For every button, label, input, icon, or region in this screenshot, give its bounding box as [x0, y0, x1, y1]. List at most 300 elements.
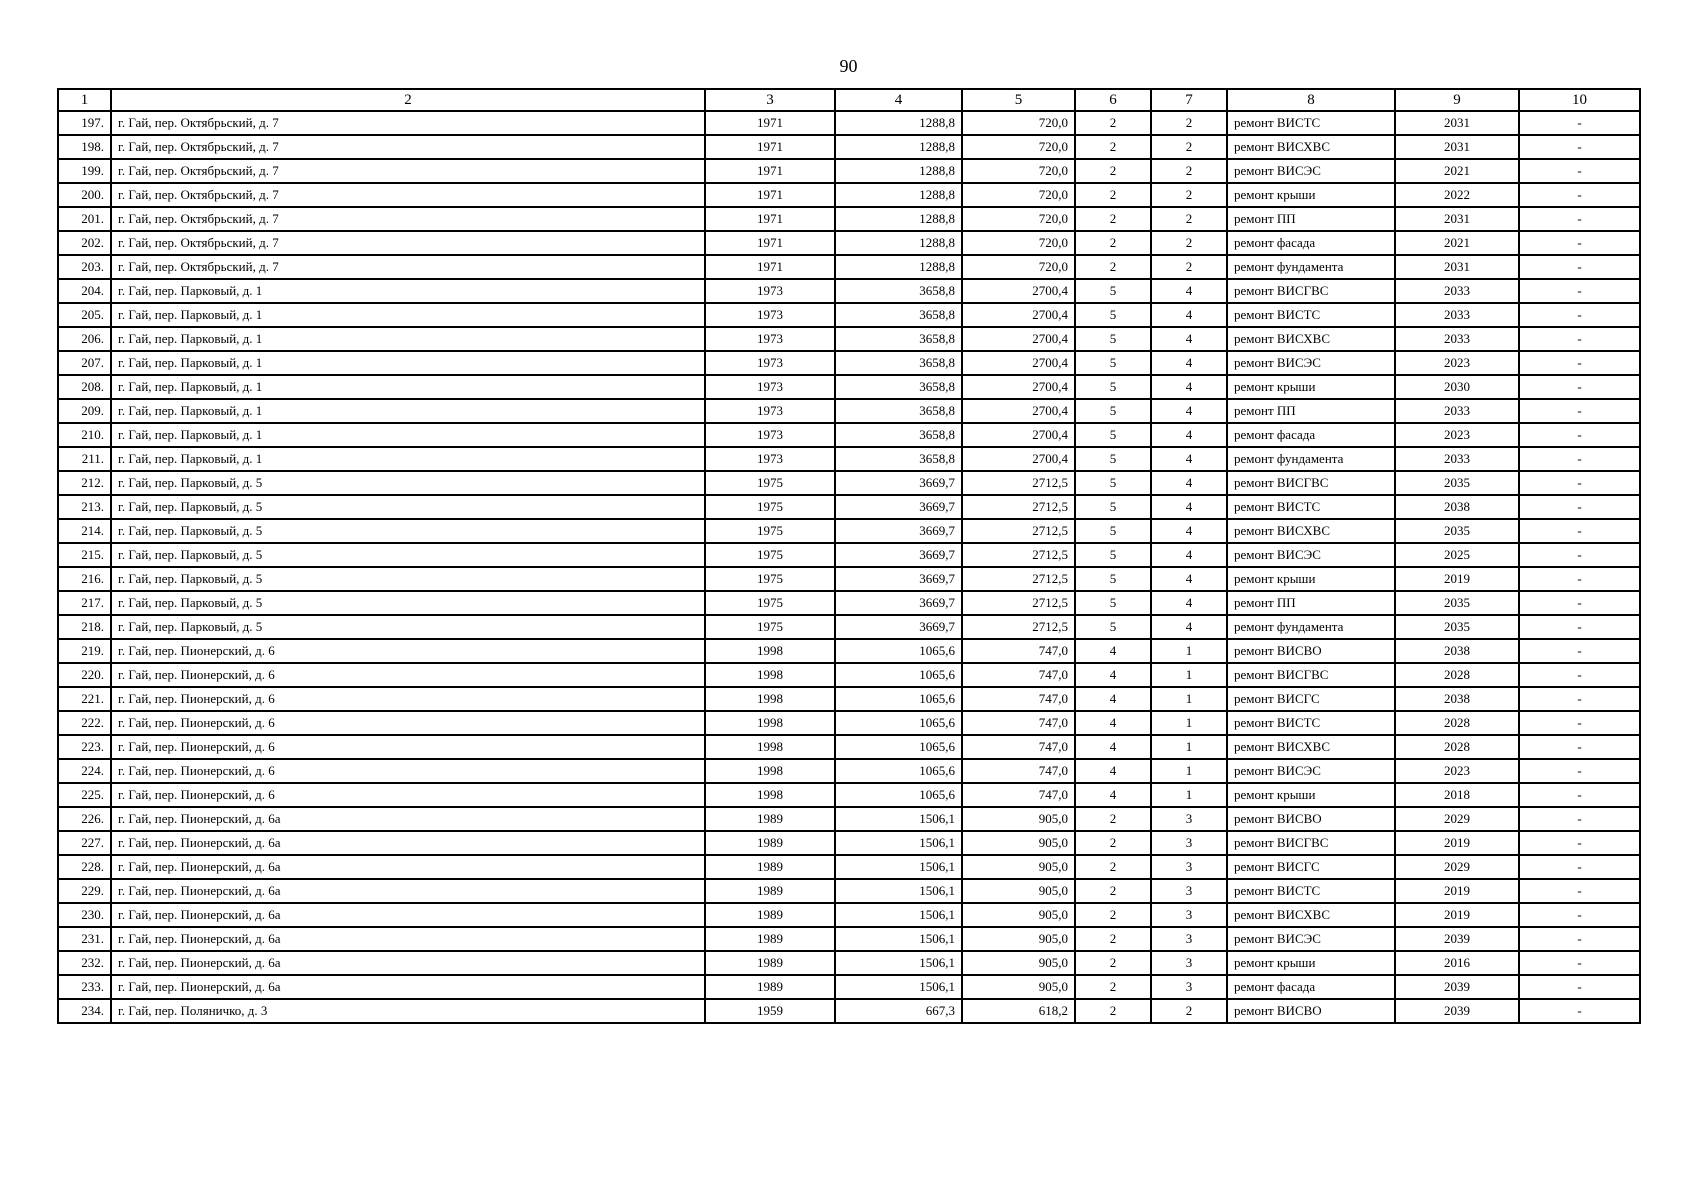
work-type-cell: ремонт ВИСТС [1227, 879, 1395, 903]
address-cell: г. Гай, пер. Поляничко, д. 3 [111, 999, 705, 1023]
address-cell: г. Гай, пер. Пионерский, д. 6а [111, 879, 705, 903]
entrances-cell: 4 [1151, 447, 1227, 471]
year-built-cell: 1998 [705, 663, 835, 687]
floors-cell: 5 [1075, 471, 1151, 495]
floors-cell: 2 [1075, 183, 1151, 207]
note-cell: - [1519, 879, 1640, 903]
address-cell: г. Гай, пер. Октябрьский, д. 7 [111, 111, 705, 135]
floors-cell: 5 [1075, 543, 1151, 567]
note-cell: - [1519, 183, 1640, 207]
floors-cell: 5 [1075, 279, 1151, 303]
work-type-cell: ремонт фасада [1227, 231, 1395, 255]
work-type-cell: ремонт ВИСХВС [1227, 903, 1395, 927]
table-row [58, 855, 1640, 879]
note-cell: - [1519, 903, 1640, 927]
year-built-cell: 1973 [705, 375, 835, 399]
table-row [58, 615, 1640, 639]
table-row [58, 927, 1640, 951]
total-area-cell: 3669,7 [835, 615, 962, 639]
row-number-cell: 214. [58, 519, 111, 543]
planned-year-cell: 2019 [1395, 879, 1519, 903]
planned-year-cell: 2021 [1395, 231, 1519, 255]
work-type-cell: ремонт ВИСГВС [1227, 663, 1395, 687]
total-area-cell: 1506,1 [835, 951, 962, 975]
planned-year-cell: 2033 [1395, 279, 1519, 303]
row-number-cell: 228. [58, 855, 111, 879]
floors-cell: 2 [1075, 831, 1151, 855]
floors-cell: 2 [1075, 975, 1151, 999]
year-built-cell: 1975 [705, 495, 835, 519]
planned-year-cell: 2033 [1395, 327, 1519, 351]
total-area-cell: 3658,8 [835, 423, 962, 447]
planned-year-cell: 2033 [1395, 303, 1519, 327]
total-area-cell: 1065,6 [835, 663, 962, 687]
row-number-cell: 217. [58, 591, 111, 615]
address-cell: г. Гай, пер. Парковый, д. 1 [111, 327, 705, 351]
table-row [58, 447, 1640, 471]
residential-area-cell: 905,0 [962, 855, 1075, 879]
column-number-row [58, 89, 1640, 111]
planned-year-cell: 2039 [1395, 927, 1519, 951]
row-number-cell: 231. [58, 927, 111, 951]
entrances-cell: 4 [1151, 591, 1227, 615]
address-cell: г. Гай, пер. Пионерский, д. 6а [111, 855, 705, 879]
floors-cell: 2 [1075, 111, 1151, 135]
column-header: 7 [1151, 89, 1227, 111]
row-number-cell: 199. [58, 159, 111, 183]
floors-cell: 5 [1075, 567, 1151, 591]
work-type-cell: ремонт крыши [1227, 375, 1395, 399]
column-header: 2 [111, 89, 705, 111]
total-area-cell: 667,3 [835, 999, 962, 1023]
table-row [58, 111, 1640, 135]
entrances-cell: 4 [1151, 471, 1227, 495]
residential-area-cell: 2700,4 [962, 279, 1075, 303]
note-cell: - [1519, 567, 1640, 591]
planned-year-cell: 2028 [1395, 735, 1519, 759]
residential-area-cell: 905,0 [962, 903, 1075, 927]
address-cell: г. Гай, пер. Пионерский, д. 6а [111, 951, 705, 975]
total-area-cell: 3658,8 [835, 447, 962, 471]
row-number-cell: 204. [58, 279, 111, 303]
work-type-cell: ремонт ВИСЭС [1227, 759, 1395, 783]
entrances-cell: 4 [1151, 399, 1227, 423]
note-cell: - [1519, 519, 1640, 543]
address-cell: г. Гай, пер. Октябрьский, д. 7 [111, 159, 705, 183]
entrances-cell: 3 [1151, 903, 1227, 927]
table-row [58, 663, 1640, 687]
table-row [58, 591, 1640, 615]
work-type-cell: ремонт ВИСТС [1227, 111, 1395, 135]
planned-year-cell: 2031 [1395, 207, 1519, 231]
residential-area-cell: 905,0 [962, 831, 1075, 855]
note-cell: - [1519, 663, 1640, 687]
work-type-cell: ремонт крыши [1227, 567, 1395, 591]
residential-area-cell: 905,0 [962, 951, 1075, 975]
table-row [58, 999, 1640, 1023]
year-built-cell: 1973 [705, 327, 835, 351]
planned-year-cell: 2035 [1395, 615, 1519, 639]
work-type-cell: ремонт ПП [1227, 591, 1395, 615]
column-header: 5 [962, 89, 1075, 111]
entrances-cell: 4 [1151, 519, 1227, 543]
total-area-cell: 1065,6 [835, 687, 962, 711]
table-row [58, 879, 1640, 903]
floors-cell: 2 [1075, 255, 1151, 279]
row-number-cell: 219. [58, 639, 111, 663]
address-cell: г. Гай, пер. Октябрьский, д. 7 [111, 207, 705, 231]
residential-area-cell: 747,0 [962, 663, 1075, 687]
year-built-cell: 1973 [705, 303, 835, 327]
repair-schedule-table [57, 88, 1641, 1024]
work-type-cell: ремонт крыши [1227, 183, 1395, 207]
note-cell: - [1519, 783, 1640, 807]
address-cell: г. Гай, пер. Парковый, д. 5 [111, 471, 705, 495]
floors-cell: 5 [1075, 327, 1151, 351]
floors-cell: 4 [1075, 663, 1151, 687]
residential-area-cell: 905,0 [962, 975, 1075, 999]
floors-cell: 5 [1075, 495, 1151, 519]
residential-area-cell: 905,0 [962, 879, 1075, 903]
work-type-cell: ремонт ВИСГВС [1227, 279, 1395, 303]
work-type-cell: ремонт ПП [1227, 399, 1395, 423]
row-number-cell: 223. [58, 735, 111, 759]
year-built-cell: 1998 [705, 711, 835, 735]
year-built-cell: 1971 [705, 255, 835, 279]
work-type-cell: ремонт ВИСТС [1227, 303, 1395, 327]
floors-cell: 5 [1075, 615, 1151, 639]
column-header: 10 [1519, 89, 1640, 111]
note-cell: - [1519, 615, 1640, 639]
residential-area-cell: 905,0 [962, 807, 1075, 831]
residential-area-cell: 2712,5 [962, 615, 1075, 639]
year-built-cell: 1971 [705, 159, 835, 183]
address-cell: г. Гай, пер. Парковый, д. 1 [111, 375, 705, 399]
address-cell: г. Гай, пер. Пионерский, д. 6а [111, 831, 705, 855]
address-cell: г. Гай, пер. Парковый, д. 5 [111, 543, 705, 567]
year-built-cell: 1998 [705, 783, 835, 807]
year-built-cell: 1975 [705, 471, 835, 495]
entrances-cell: 2 [1151, 999, 1227, 1023]
column-header: 6 [1075, 89, 1151, 111]
year-built-cell: 1973 [705, 399, 835, 423]
entrances-cell: 3 [1151, 855, 1227, 879]
total-area-cell: 3658,8 [835, 351, 962, 375]
planned-year-cell: 2031 [1395, 255, 1519, 279]
work-type-cell: ремонт ВИСТС [1227, 495, 1395, 519]
floors-cell: 5 [1075, 375, 1151, 399]
note-cell: - [1519, 279, 1640, 303]
entrances-cell: 4 [1151, 327, 1227, 351]
residential-area-cell: 720,0 [962, 159, 1075, 183]
address-cell: г. Гай, пер. Пионерский, д. 6 [111, 663, 705, 687]
floors-cell: 5 [1075, 519, 1151, 543]
year-built-cell: 1975 [705, 591, 835, 615]
table-row [58, 903, 1640, 927]
table-row [58, 711, 1640, 735]
planned-year-cell: 2025 [1395, 543, 1519, 567]
residential-area-cell: 2712,5 [962, 543, 1075, 567]
note-cell: - [1519, 687, 1640, 711]
column-header: 3 [705, 89, 835, 111]
planned-year-cell: 2021 [1395, 159, 1519, 183]
table-header [58, 89, 1640, 111]
planned-year-cell: 2035 [1395, 591, 1519, 615]
table-row [58, 639, 1640, 663]
total-area-cell: 1506,1 [835, 855, 962, 879]
note-cell: - [1519, 807, 1640, 831]
row-number-cell: 216. [58, 567, 111, 591]
floors-cell: 5 [1075, 423, 1151, 447]
total-area-cell: 3658,8 [835, 303, 962, 327]
entrances-cell: 3 [1151, 831, 1227, 855]
work-type-cell: ремонт ВИСХВС [1227, 135, 1395, 159]
work-type-cell: ремонт ВИСВО [1227, 807, 1395, 831]
floors-cell: 2 [1075, 159, 1151, 183]
planned-year-cell: 2019 [1395, 903, 1519, 927]
note-cell: - [1519, 327, 1640, 351]
address-cell: г. Гай, пер. Пионерский, д. 6 [111, 639, 705, 663]
work-type-cell: ремонт ВИСГВС [1227, 471, 1395, 495]
year-built-cell: 1973 [705, 447, 835, 471]
total-area-cell: 1288,8 [835, 183, 962, 207]
row-number-cell: 201. [58, 207, 111, 231]
year-built-cell: 1998 [705, 759, 835, 783]
work-type-cell: ремонт ВИСТС [1227, 711, 1395, 735]
row-number-cell: 206. [58, 327, 111, 351]
table-row [58, 255, 1640, 279]
year-built-cell: 1973 [705, 423, 835, 447]
table-row [58, 375, 1640, 399]
planned-year-cell: 2030 [1395, 375, 1519, 399]
entrances-cell: 1 [1151, 759, 1227, 783]
table-row [58, 183, 1640, 207]
total-area-cell: 1065,6 [835, 639, 962, 663]
entrances-cell: 4 [1151, 567, 1227, 591]
floors-cell: 2 [1075, 951, 1151, 975]
year-built-cell: 1971 [705, 111, 835, 135]
address-cell: г. Гай, пер. Парковый, д. 1 [111, 279, 705, 303]
address-cell: г. Гай, пер. Пионерский, д. 6а [111, 927, 705, 951]
row-number-cell: 220. [58, 663, 111, 687]
floors-cell: 5 [1075, 351, 1151, 375]
total-area-cell: 3669,7 [835, 591, 962, 615]
total-area-cell: 1288,8 [835, 159, 962, 183]
residential-area-cell: 747,0 [962, 639, 1075, 663]
planned-year-cell: 2039 [1395, 975, 1519, 999]
work-type-cell: ремонт ВИСГВС [1227, 831, 1395, 855]
note-cell: - [1519, 207, 1640, 231]
entrances-cell: 4 [1151, 495, 1227, 519]
residential-area-cell: 2700,4 [962, 399, 1075, 423]
table-row [58, 519, 1640, 543]
floors-cell: 2 [1075, 879, 1151, 903]
address-cell: г. Гай, пер. Парковый, д. 1 [111, 399, 705, 423]
year-built-cell: 1973 [705, 351, 835, 375]
row-number-cell: 221. [58, 687, 111, 711]
note-cell: - [1519, 135, 1640, 159]
table-row [58, 327, 1640, 351]
address-cell: г. Гай, пер. Парковый, д. 5 [111, 567, 705, 591]
row-number-cell: 212. [58, 471, 111, 495]
entrances-cell: 3 [1151, 951, 1227, 975]
work-type-cell: ремонт ПП [1227, 207, 1395, 231]
address-cell: г. Гай, пер. Пионерский, д. 6 [111, 783, 705, 807]
row-number-cell: 209. [58, 399, 111, 423]
planned-year-cell: 2023 [1395, 759, 1519, 783]
entrances-cell: 4 [1151, 423, 1227, 447]
year-built-cell: 1975 [705, 567, 835, 591]
residential-area-cell: 720,0 [962, 255, 1075, 279]
year-built-cell: 1989 [705, 951, 835, 975]
row-number-cell: 211. [58, 447, 111, 471]
floors-cell: 5 [1075, 447, 1151, 471]
note-cell: - [1519, 999, 1640, 1023]
floors-cell: 2 [1075, 207, 1151, 231]
total-area-cell: 1065,6 [835, 759, 962, 783]
planned-year-cell: 2039 [1395, 999, 1519, 1023]
note-cell: - [1519, 831, 1640, 855]
note-cell: - [1519, 375, 1640, 399]
column-header: 8 [1227, 89, 1395, 111]
year-built-cell: 1989 [705, 975, 835, 999]
address-cell: г. Гай, пер. Октябрьский, д. 7 [111, 231, 705, 255]
table-row [58, 951, 1640, 975]
page-number: 90 [839, 56, 858, 76]
column-header: 4 [835, 89, 962, 111]
entrances-cell: 4 [1151, 279, 1227, 303]
note-cell: - [1519, 159, 1640, 183]
total-area-cell: 3669,7 [835, 543, 962, 567]
residential-area-cell: 2712,5 [962, 471, 1075, 495]
residential-area-cell: 2712,5 [962, 567, 1075, 591]
planned-year-cell: 2018 [1395, 783, 1519, 807]
address-cell: г. Гай, пер. Октябрьский, д. 7 [111, 135, 705, 159]
year-built-cell: 1975 [705, 519, 835, 543]
entrances-cell: 4 [1151, 375, 1227, 399]
floors-cell: 4 [1075, 711, 1151, 735]
address-cell: г. Гай, пер. Пионерский, д. 6 [111, 759, 705, 783]
column-header: 9 [1395, 89, 1519, 111]
work-type-cell: ремонт ВИСВО [1227, 639, 1395, 663]
address-cell: г. Гай, пер. Пионерский, д. 6 [111, 735, 705, 759]
total-area-cell: 3658,8 [835, 279, 962, 303]
note-cell: - [1519, 639, 1640, 663]
note-cell: - [1519, 351, 1640, 375]
table-row [58, 303, 1640, 327]
total-area-cell: 1506,1 [835, 975, 962, 999]
address-cell: г. Гай, пер. Октябрьский, д. 7 [111, 255, 705, 279]
year-built-cell: 1973 [705, 279, 835, 303]
residential-area-cell: 2700,4 [962, 351, 1075, 375]
residential-area-cell: 720,0 [962, 207, 1075, 231]
residential-area-cell: 2700,4 [962, 447, 1075, 471]
entrances-cell: 3 [1151, 807, 1227, 831]
total-area-cell: 1065,6 [835, 735, 962, 759]
table-row [58, 687, 1640, 711]
note-cell: - [1519, 855, 1640, 879]
planned-year-cell: 2019 [1395, 831, 1519, 855]
note-cell: - [1519, 495, 1640, 519]
work-type-cell: ремонт ВИСГС [1227, 687, 1395, 711]
row-number-cell: 215. [58, 543, 111, 567]
address-cell: г. Гай, пер. Парковый, д. 5 [111, 591, 705, 615]
floors-cell: 2 [1075, 903, 1151, 927]
year-built-cell: 1989 [705, 831, 835, 855]
total-area-cell: 1065,6 [835, 711, 962, 735]
entrances-cell: 2 [1151, 135, 1227, 159]
year-built-cell: 1971 [705, 231, 835, 255]
row-number-cell: 202. [58, 231, 111, 255]
floors-cell: 4 [1075, 783, 1151, 807]
row-number-cell: 198. [58, 135, 111, 159]
residential-area-cell: 2712,5 [962, 591, 1075, 615]
work-type-cell: ремонт ВИСЭС [1227, 927, 1395, 951]
floors-cell: 5 [1075, 303, 1151, 327]
column-header: 1 [58, 89, 111, 111]
residential-area-cell: 2712,5 [962, 495, 1075, 519]
work-type-cell: ремонт ВИСХВС [1227, 735, 1395, 759]
planned-year-cell: 2038 [1395, 639, 1519, 663]
year-built-cell: 1975 [705, 615, 835, 639]
address-cell: г. Гай, пер. Парковый, д. 1 [111, 351, 705, 375]
entrances-cell: 3 [1151, 879, 1227, 903]
planned-year-cell: 2023 [1395, 423, 1519, 447]
address-cell: г. Гай, пер. Парковый, д. 5 [111, 495, 705, 519]
note-cell: - [1519, 399, 1640, 423]
year-built-cell: 1989 [705, 903, 835, 927]
residential-area-cell: 905,0 [962, 927, 1075, 951]
row-number-cell: 226. [58, 807, 111, 831]
total-area-cell: 1506,1 [835, 879, 962, 903]
residential-area-cell: 2700,4 [962, 303, 1075, 327]
total-area-cell: 1506,1 [835, 807, 962, 831]
floors-cell: 4 [1075, 639, 1151, 663]
planned-year-cell: 2028 [1395, 711, 1519, 735]
planned-year-cell: 2029 [1395, 855, 1519, 879]
row-number-cell: 213. [58, 495, 111, 519]
work-type-cell: ремонт ВИСХВС [1227, 519, 1395, 543]
row-number-cell: 197. [58, 111, 111, 135]
total-area-cell: 1506,1 [835, 927, 962, 951]
year-built-cell: 1998 [705, 639, 835, 663]
year-built-cell: 1971 [705, 183, 835, 207]
entrances-cell: 1 [1151, 639, 1227, 663]
planned-year-cell: 2023 [1395, 351, 1519, 375]
row-number-cell: 207. [58, 351, 111, 375]
entrances-cell: 1 [1151, 711, 1227, 735]
floors-cell: 2 [1075, 135, 1151, 159]
table-row [58, 135, 1640, 159]
note-cell: - [1519, 111, 1640, 135]
table-row [58, 831, 1640, 855]
entrances-cell: 1 [1151, 783, 1227, 807]
residential-area-cell: 618,2 [962, 999, 1075, 1023]
address-cell: г. Гай, пер. Парковый, д. 1 [111, 303, 705, 327]
address-cell: г. Гай, пер. Пионерский, д. 6а [111, 903, 705, 927]
residential-area-cell: 747,0 [962, 687, 1075, 711]
planned-year-cell: 2016 [1395, 951, 1519, 975]
note-cell: - [1519, 975, 1640, 999]
table-row [58, 207, 1640, 231]
floors-cell: 5 [1075, 399, 1151, 423]
address-cell: г. Гай, пер. Парковый, д. 5 [111, 519, 705, 543]
floors-cell: 4 [1075, 759, 1151, 783]
row-number-cell: 230. [58, 903, 111, 927]
total-area-cell: 3658,8 [835, 375, 962, 399]
note-cell: - [1519, 471, 1640, 495]
planned-year-cell: 2031 [1395, 135, 1519, 159]
